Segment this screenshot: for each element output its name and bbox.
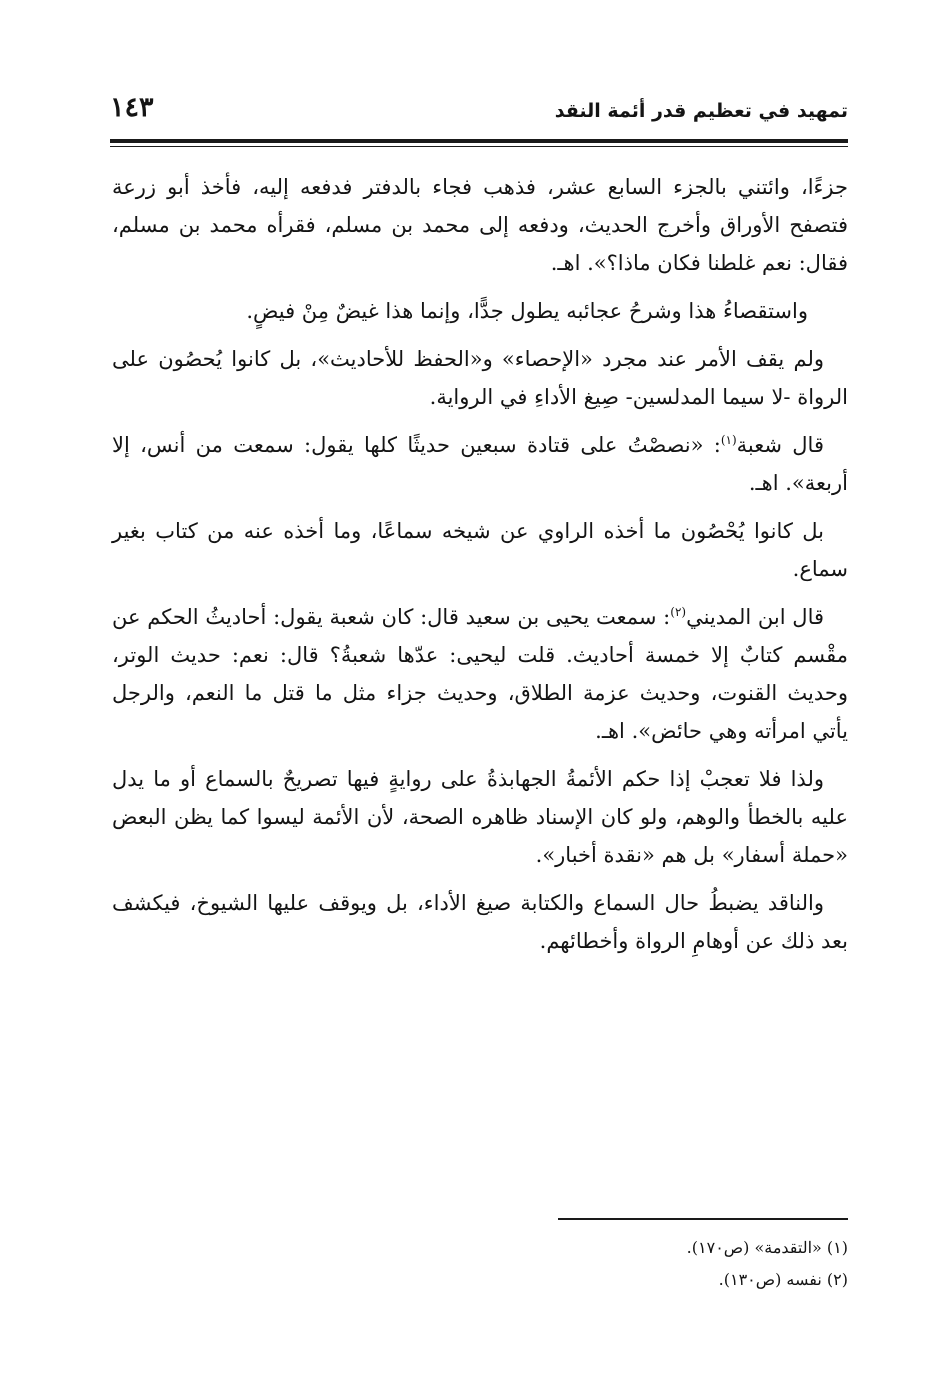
header-rule-thick [110, 139, 848, 143]
paragraph-quote-shuba [112, 426, 848, 502]
header-rule-thin [110, 146, 848, 147]
page-number: ١٤٣ [110, 92, 154, 123]
footnotes [400, 1232, 848, 1296]
body-text [112, 168, 848, 970]
footnote-separator [558, 1218, 848, 1220]
paragraph: بل كانوا يُحْصُون ما أخذه الراوي عن شيخه سماعًا، وما أخذه عنه من كتاب بغير سماع. [112, 519, 848, 581]
paragraph: ولذا فلا تعجبْ إذا حكم الأئمةُ الجهابذةُ على روايةٍ فيها تصريحٌ بالسماع أو ما يدل عليه بالخطأ والوهم، ولو كان الإسناد ظاهره الصحة، لأن الأئمة ليسوا كما يظن البعض «حملة أسفار» بل هم «نقدة أخبار». [112, 767, 848, 867]
quote-text: : سمعت يحيى بن سعيد قال: كان شعبة يقول: أحاديثُ الحكم عن مقْسم كتابٌ إلا خمسة أحاديث. قلت ليحيى: عدّها شعبةُ؟ قال: نعم: حديث الوتر، وحديث القنوت، وحديث عزمة الطلاق، وحديث جزاء مثل ما قتل ما النعم، والرجل يأتي امرأته وهي حائض». اهـ. [112, 605, 848, 743]
quote-lead: قال ابن المديني [686, 605, 825, 629]
footnote-marker: (٢) [670, 605, 687, 619]
paragraph: والناقد يضبطُ حال السماع والكتابة صيغ الأداء، بل ويوقف عليها الشيوخ، فيكشف بعد ذلك عن أوهامِ الرواة وأخطائهم. [112, 891, 848, 953]
quote-lead: قال شعبة [736, 433, 824, 457]
page-header [110, 92, 848, 132]
footnote-item: (١) «التقدمة» (ص١٧٠). [686, 1238, 848, 1257]
running-title: تمهيد في تعظيم قدر أئمة النقد [554, 100, 848, 122]
paragraph-quote-madini [112, 598, 848, 750]
quote-text: : «نصصْتُ على قتادة سبعين حديثًا كلها يقول: سمعت من أنس، إلا أربعة». اهـ. [112, 433, 848, 495]
paragraph: ولم يقف الأمر عند مجرد «الإحصاء» و«الحفظ للأحاديث»، بل كانوا يُحصُون على الرواة -لا سيما المدلسين- صِيغ الأداءِ في الرواية. [112, 347, 848, 409]
footnote-item: (٢) نفسه (ص١٣٠). [718, 1270, 848, 1289]
paragraph: جزءًا، وائتني بالجزء السابع عشر، فذهب فجاء بالدفتر فدفعه إليه، فأخذ أبو زرعة فتصفح الأوراق وأخرج الحديث، ودفعه إلى محمد بن مسلم، فقرأه محمد بن مسلم، فقال: نعم غلطنا فكان ماذا؟». اهـ. [112, 175, 848, 275]
footnote-marker: (١) [720, 433, 737, 447]
paragraph: واستقصاءُ هذا وشرحُ عجائبه يطول جدًّا، وإنما هذا غيضٌ مِنْ فيضٍ. [246, 299, 808, 323]
